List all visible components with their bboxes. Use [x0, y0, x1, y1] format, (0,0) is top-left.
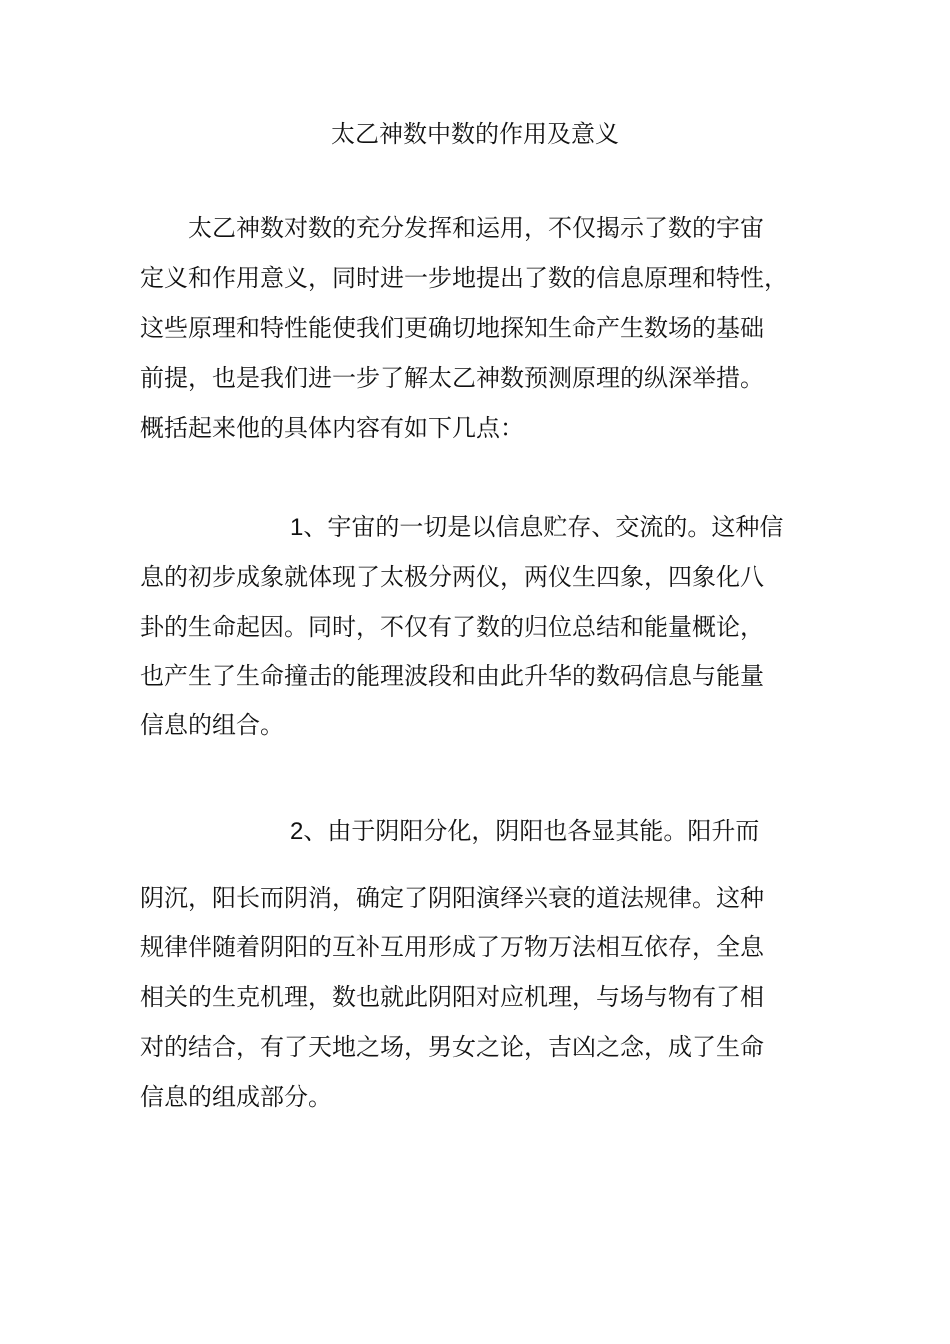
point1-line-5: 信息的组合。: [140, 711, 284, 739]
point2-line-6: 信息的组成部分。: [140, 1083, 332, 1111]
point1-first-text: 、宇宙的一切是以信息贮存、交流的。这种信: [303, 513, 784, 541]
point1-line-3: 卦的生命起因。同时，不仅有了数的归位总结和能量概论，: [140, 613, 764, 641]
document-title: 太乙神数中数的作用及意义: [331, 120, 619, 148]
point2-line-5: 对的结合，有了天地之场，男女之论，吉凶之念，成了生命: [140, 1033, 764, 1061]
point2-line-2: 阴沉，阳长而阴消，确定了阴阳演绎兴衰的道法规律。这种: [140, 884, 764, 912]
intro-line-4: 前提，也是我们进一步了解太乙神数预测原理的纵深举措。: [140, 364, 764, 392]
point2-line-3: 规律伴随着阴阳的互补互用形成了万物万法相互依存，全息: [140, 933, 764, 961]
intro-line-2: 定义和作用意义，同时进一步地提出了数的信息原理和特性，: [140, 264, 788, 292]
point2-line-4: 相关的生克机理，数也就此阴阳对应机理，与场与物有了相: [140, 983, 764, 1011]
point1-first-line: [290, 511, 783, 544]
point1-line-2: 息的初步成象就体现了太极分两仪，两仪生四象，四象化八: [140, 563, 764, 591]
intro-line-3: 这些原理和特性能使我们更确切地探知生命产生数场的基础: [140, 314, 764, 342]
point1-line-4: 也产生了生命撞击的能理波段和由此升华的数码信息与能量: [140, 662, 764, 690]
intro-line-1: 太乙神数对数的充分发挥和运用，不仅揭示了数的宇宙: [188, 214, 764, 242]
point2-first-text: 、由于阴阳分化，阴阳也各显其能。阳升而: [303, 817, 760, 845]
intro-line-5: 概括起来他的具体内容有如下几点：: [140, 414, 524, 442]
point2-number: 2: [290, 818, 304, 845]
point2-first-line: [290, 815, 759, 848]
point1-number: 1: [290, 514, 304, 541]
